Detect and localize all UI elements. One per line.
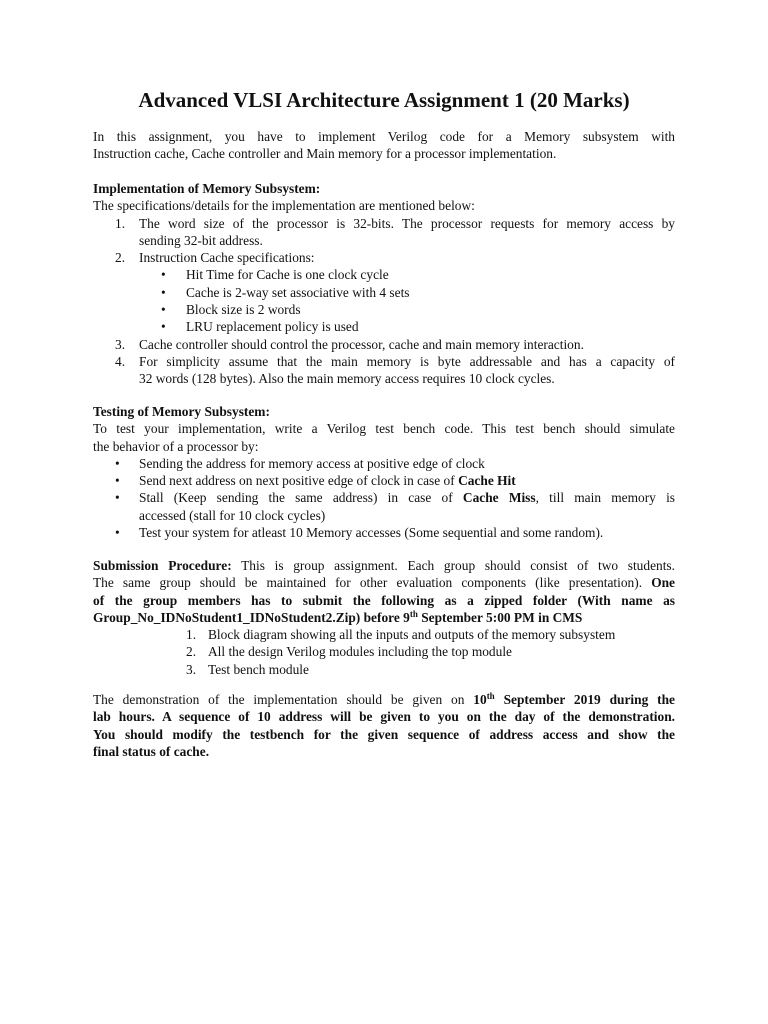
superscript: th — [409, 608, 418, 619]
intro-line: Instruction cache, Cache controller and Main memory for a processor implementation. — [93, 146, 557, 162]
list-item — [93, 472, 675, 489]
item-text: , till main memory is — [535, 490, 676, 506]
list-item — [93, 661, 675, 678]
spec-text: Cache is 2-way set associative with 4 sets — [186, 284, 410, 300]
testing-lead: To test your implementation, write a Verilog test bench code. This test bench should simulate — [93, 421, 675, 437]
list-item — [93, 215, 675, 250]
demo-bold: 10 — [473, 692, 487, 707]
list-item — [93, 336, 675, 353]
bullet-icon: • — [161, 267, 166, 283]
submission-bold: September 5:00 PM in CMS — [417, 609, 583, 625]
demonstration-section — [93, 691, 675, 760]
spec-text: Block size is 2 words — [186, 302, 301, 318]
demo-text: The demonstration of the implementation should be given on — [93, 692, 474, 707]
list-item — [93, 284, 675, 301]
bullet-icon: • — [115, 490, 120, 506]
cache-specs-list — [93, 266, 675, 335]
demo-bold: lab hours. A sequence of 10 address will be given to you on the day of the demonstration. — [93, 709, 675, 725]
item-text: Test your system for atleast 10 Memory accesses (Some sequential and some random). — [139, 525, 604, 541]
submission-list — [93, 626, 675, 678]
intro-line: In this assignment, you have to implement Verilog code for a Memory subsystem with — [93, 129, 675, 144]
item-number: 1. — [186, 627, 197, 643]
testing-heading: Testing of Memory Subsystem: — [93, 404, 270, 419]
list-item — [93, 318, 675, 335]
list-item — [93, 524, 675, 541]
item-text: Stall (Keep sending the same address) in case of — [139, 490, 463, 506]
item-text: accessed (stall for 10 clock cycles) — [139, 507, 326, 523]
implementation-section — [93, 180, 675, 388]
submission-text: The same group should be maintained for other evaluation components (like presentation). — [93, 575, 652, 591]
item-text: 32 words (128 bytes). Also the main memory access requires 10 clock cycles. — [139, 371, 555, 387]
item-number: 2. — [186, 644, 197, 660]
superscript: th — [486, 691, 495, 701]
item-number: 1. — [115, 215, 126, 231]
implementation-list-continued — [93, 336, 675, 388]
list-item — [93, 353, 675, 388]
intro-paragraph — [93, 128, 675, 163]
submission-text: This is group assignment. Each group should consist of two students. — [231, 558, 675, 573]
cache-hit-term: Cache Hit — [458, 473, 516, 489]
item-text: sending 32-bit address. — [139, 232, 263, 248]
submission-label: Submission Procedure: — [93, 558, 232, 573]
bullet-icon: • — [161, 302, 166, 318]
testing-section — [93, 403, 675, 541]
list-item — [93, 301, 675, 318]
implementation-list — [93, 215, 675, 267]
spec-text: LRU replacement policy is used — [186, 319, 359, 335]
bullet-icon: • — [161, 319, 166, 335]
testing-lead: the behavior of a processor by: — [93, 438, 259, 454]
bullet-icon: • — [115, 473, 120, 489]
list-item — [93, 489, 675, 524]
item-number: 2. — [115, 250, 126, 266]
submission-bold: of the group members has to submit the following as a zipped folder (With name as — [93, 592, 675, 608]
bullet-icon: • — [115, 455, 120, 471]
item-text: Cache controller should control the processor, cache and main memory interaction. — [139, 336, 584, 352]
list-item — [93, 249, 675, 266]
item-number: 4. — [115, 353, 126, 369]
demo-bold: September 2019 during the — [494, 692, 675, 707]
list-item — [93, 643, 675, 660]
cache-miss-term: Cache Miss — [462, 490, 536, 506]
item-text: All the design Verilog modules including the top module — [208, 644, 512, 660]
item-text: Block diagram showing all the inputs and outputs of the memory subsystem — [208, 627, 616, 643]
item-text: The word size of the processor is 32-bits. The processor requests for memory access by — [139, 215, 675, 231]
item-text: Send next address on next positive edge of clock in case of — [139, 473, 459, 489]
item-text: Sending the address for memory access at positive edge of clock — [139, 455, 485, 471]
item-number: 3. — [186, 661, 197, 677]
demo-bold: final status of cache. — [93, 743, 210, 759]
spec-text: Hit Time for Cache is one clock cycle — [186, 267, 389, 283]
item-text: For simplicity assume that the main memory is byte addressable and has a capacity of — [139, 353, 675, 369]
item-text: Test bench module — [208, 661, 309, 677]
item-number: 3. — [115, 336, 126, 352]
testing-list — [93, 455, 675, 541]
bullet-icon: • — [115, 525, 120, 541]
submission-section — [93, 557, 675, 678]
list-item — [93, 626, 675, 643]
demo-bold: You should modify the testbench for the given sequence of address access and show the — [93, 726, 675, 742]
implementation-lead: The specifications/details for the implementation are mentioned below: — [93, 198, 475, 214]
implementation-heading: Implementation of Memory Subsystem: — [93, 181, 321, 196]
submission-bold: One — [651, 575, 675, 591]
page-title: Advanced VLSI Architecture Assignment 1 (20 Marks) — [138, 88, 630, 112]
list-item — [93, 455, 675, 472]
submission-bold: Group_No_IDNoStudent1_IDNoStudent2.Zip) before 9 — [93, 609, 410, 625]
bullet-icon: • — [161, 284, 166, 300]
item-text: Instruction Cache specifications: — [139, 250, 315, 266]
list-item — [93, 266, 675, 283]
